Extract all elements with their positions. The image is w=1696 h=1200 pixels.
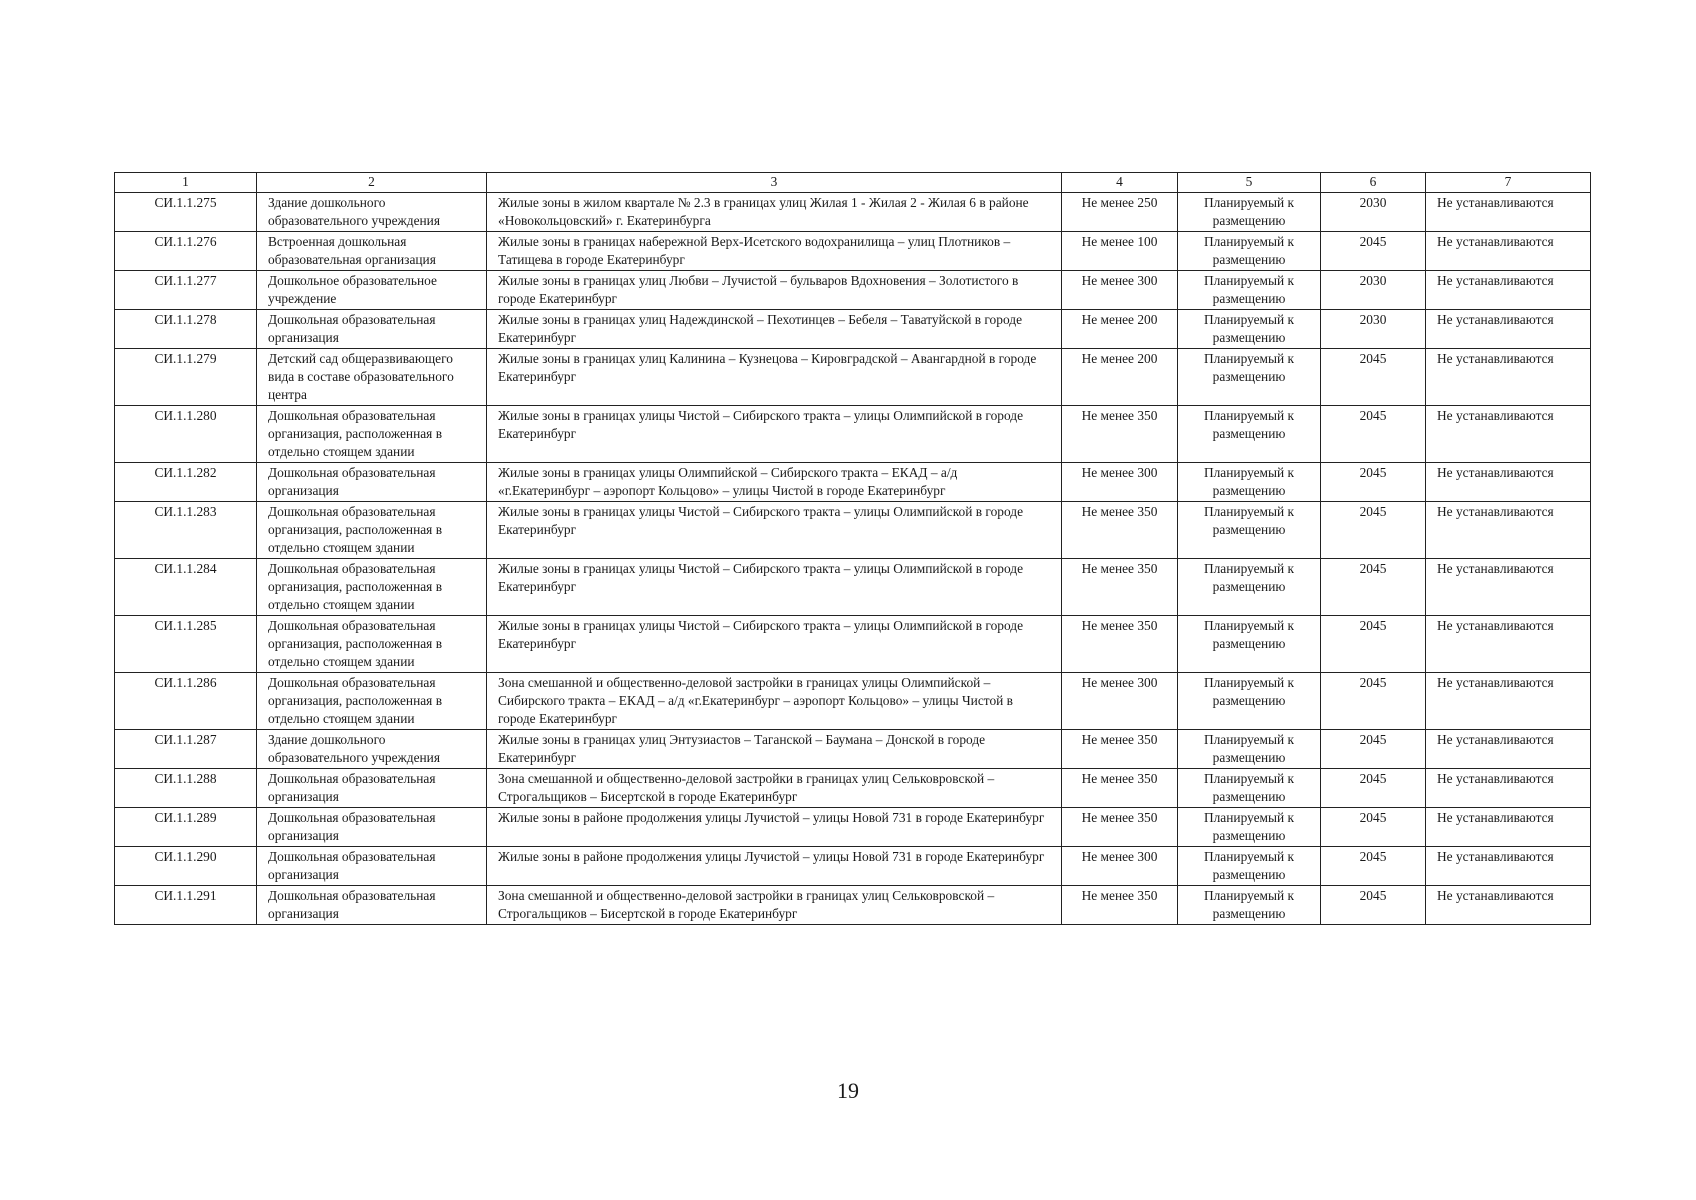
object-id-cell: СИ.1.1.277: [115, 271, 257, 310]
column-header: 5: [1178, 173, 1321, 193]
table-row: [115, 349, 1591, 406]
object-name-cell: Дошкольная образовательная организация, расположенная в отдельно стоящем здании: [257, 616, 487, 673]
zones-cell: Не устанавливаются: [1426, 673, 1591, 730]
location-cell: Жилые зоны в границах улиц Калинина – Кузнецова – Кировградской – Авангардной в городе Екатеринбург: [487, 349, 1062, 406]
table-row: [115, 193, 1591, 232]
object-name-cell: Дошкольная образовательная организация: [257, 847, 487, 886]
year-cell: 2030: [1321, 193, 1426, 232]
object-name-cell: Детский сад общеразвивающего вида в составе образовательного центра: [257, 349, 487, 406]
location-cell: Жилые зоны в районе продолжения улицы Лучистой – улицы Новой 731 в городе Екатеринбург: [487, 808, 1062, 847]
table-body: [115, 193, 1591, 925]
zones-cell: Не устанавливаются: [1426, 310, 1591, 349]
status-cell: Планируемый к размещению: [1178, 193, 1321, 232]
object-name-cell: Дошкольная образовательная организация: [257, 463, 487, 502]
table-row: [115, 673, 1591, 730]
object-name-cell: Дошкольная образовательная организация: [257, 886, 487, 925]
location-cell: Жилые зоны в границах улицы Чистой – Сибирского тракта – улицы Олимпийской в городе Екатеринбург: [487, 502, 1062, 559]
table-row: [115, 808, 1591, 847]
zones-cell: Не устанавливаются: [1426, 463, 1591, 502]
zones-cell: Не устанавливаются: [1426, 271, 1591, 310]
capacity-cell: Не менее 350: [1062, 406, 1178, 463]
object-id-cell: СИ.1.1.278: [115, 310, 257, 349]
zones-cell: Не устанавливаются: [1426, 559, 1591, 616]
column-header: 6: [1321, 173, 1426, 193]
table-row: [115, 886, 1591, 925]
column-header: 3: [487, 173, 1062, 193]
zones-cell: Не устанавливаются: [1426, 616, 1591, 673]
location-cell: Жилые зоны в границах улицы Чистой – Сибирского тракта – улицы Олимпийской в городе Екатеринбург: [487, 406, 1062, 463]
table-row: [115, 406, 1591, 463]
object-name-cell: Здание дошкольного образовательного учреждения: [257, 193, 487, 232]
object-id-cell: СИ.1.1.280: [115, 406, 257, 463]
object-id-cell: СИ.1.1.275: [115, 193, 257, 232]
object-id-cell: СИ.1.1.291: [115, 886, 257, 925]
status-cell: Планируемый к размещению: [1178, 271, 1321, 310]
zones-cell: Не устанавливаются: [1426, 730, 1591, 769]
year-cell: 2045: [1321, 808, 1426, 847]
object-name-cell: Дошкольное образовательное учреждение: [257, 271, 487, 310]
year-cell: 2045: [1321, 406, 1426, 463]
year-cell: 2045: [1321, 847, 1426, 886]
object-name-cell: Дошкольная образовательная организация, расположенная в отдельно стоящем здании: [257, 502, 487, 559]
status-cell: Планируемый к размещению: [1178, 616, 1321, 673]
object-id-cell: СИ.1.1.287: [115, 730, 257, 769]
location-cell: Жилые зоны в границах улицы Олимпийской – Сибирского тракта – ЕКАД – а/д «г.Екатеринбург – аэропорт Кольцово» – улицы Чистой в городе Екатеринбург: [487, 463, 1062, 502]
capacity-cell: Не менее 350: [1062, 502, 1178, 559]
location-cell: Жилые зоны в районе продолжения улицы Лучистой – улицы Новой 731 в городе Екатеринбург: [487, 847, 1062, 886]
location-cell: Жилые зоны в жилом квартале № 2.3 в границах улиц Жилая 1 - Жилая 2 - Жилая 6 в районе «Новокольцовский» г. Екатеринбурга: [487, 193, 1062, 232]
zones-cell: Не устанавливаются: [1426, 808, 1591, 847]
year-cell: 2045: [1321, 730, 1426, 769]
object-name-cell: Дошкольная образовательная организация, расположенная в отдельно стоящем здании: [257, 406, 487, 463]
year-cell: 2045: [1321, 886, 1426, 925]
year-cell: 2045: [1321, 232, 1426, 271]
status-cell: Планируемый к размещению: [1178, 673, 1321, 730]
column-header: 2: [257, 173, 487, 193]
object-id-cell: СИ.1.1.286: [115, 673, 257, 730]
object-name-cell: Дошкольная образовательная организация, расположенная в отдельно стоящем здании: [257, 559, 487, 616]
status-cell: Планируемый к размещению: [1178, 769, 1321, 808]
object-id-cell: СИ.1.1.290: [115, 847, 257, 886]
object-id-cell: СИ.1.1.288: [115, 769, 257, 808]
year-cell: 2045: [1321, 349, 1426, 406]
year-cell: 2030: [1321, 271, 1426, 310]
year-cell: 2045: [1321, 559, 1426, 616]
zones-cell: Не устанавливаются: [1426, 193, 1591, 232]
year-cell: 2045: [1321, 463, 1426, 502]
year-cell: 2045: [1321, 616, 1426, 673]
location-cell: Зона смешанной и общественно-деловой застройки в границах улицы Олимпийской – Сибирского тракта – ЕКАД – а/д «г.Екатеринбург – аэропорт Кольцово» – улицы Чистой в городе Екатеринбург: [487, 673, 1062, 730]
status-cell: Планируемый к размещению: [1178, 808, 1321, 847]
table-row: [115, 310, 1591, 349]
location-cell: Жилые зоны в границах улиц Надеждинской – Пехотинцев – Бебеля – Таватуйской в городе Екатеринбург: [487, 310, 1062, 349]
status-cell: Планируемый к размещению: [1178, 886, 1321, 925]
capacity-cell: Не менее 300: [1062, 463, 1178, 502]
facilities-table: [114, 172, 1591, 925]
object-name-cell: Дошкольная образовательная организация: [257, 808, 487, 847]
table-row: [115, 769, 1591, 808]
table-row: [115, 730, 1591, 769]
column-header: 4: [1062, 173, 1178, 193]
zones-cell: Не устанавливаются: [1426, 406, 1591, 463]
table-row: [115, 559, 1591, 616]
object-id-cell: СИ.1.1.285: [115, 616, 257, 673]
object-name-cell: Здание дошкольного образовательного учреждения: [257, 730, 487, 769]
zones-cell: Не устанавливаются: [1426, 232, 1591, 271]
column-header: 1: [115, 173, 257, 193]
status-cell: Планируемый к размещению: [1178, 559, 1321, 616]
capacity-cell: Не менее 300: [1062, 271, 1178, 310]
capacity-cell: Не менее 350: [1062, 616, 1178, 673]
status-cell: Планируемый к размещению: [1178, 310, 1321, 349]
capacity-cell: Не менее 350: [1062, 559, 1178, 616]
capacity-cell: Не менее 100: [1062, 232, 1178, 271]
table-row: [115, 232, 1591, 271]
location-cell: Зона смешанной и общественно-деловой застройки в границах улиц Сельковровской – Строгальщиков – Бисертской в городе Екатеринбург: [487, 769, 1062, 808]
capacity-cell: Не менее 350: [1062, 886, 1178, 925]
location-cell: Жилые зоны в границах улиц Энтузиастов – Таганской – Баумана – Донской в городе Екатеринбург: [487, 730, 1062, 769]
header-row: [115, 173, 1591, 193]
capacity-cell: Не менее 250: [1062, 193, 1178, 232]
object-id-cell: СИ.1.1.283: [115, 502, 257, 559]
table-row: [115, 502, 1591, 559]
object-name-cell: Дошкольная образовательная организация, расположенная в отдельно стоящем здании: [257, 673, 487, 730]
status-cell: Планируемый к размещению: [1178, 502, 1321, 559]
capacity-cell: Не менее 200: [1062, 310, 1178, 349]
object-id-cell: СИ.1.1.276: [115, 232, 257, 271]
year-cell: 2045: [1321, 673, 1426, 730]
capacity-cell: Не менее 350: [1062, 769, 1178, 808]
capacity-cell: Не менее 350: [1062, 730, 1178, 769]
object-id-cell: СИ.1.1.279: [115, 349, 257, 406]
column-header: 7: [1426, 173, 1591, 193]
table-row: [115, 463, 1591, 502]
capacity-cell: Не менее 300: [1062, 847, 1178, 886]
location-cell: Жилые зоны в границах набережной Верх-Исетского водохранилища – улиц Плотников – Татищева в городе Екатеринбург: [487, 232, 1062, 271]
object-id-cell: СИ.1.1.289: [115, 808, 257, 847]
status-cell: Планируемый к размещению: [1178, 349, 1321, 406]
status-cell: Планируемый к размещению: [1178, 730, 1321, 769]
zones-cell: Не устанавливаются: [1426, 847, 1591, 886]
status-cell: Планируемый к размещению: [1178, 847, 1321, 886]
capacity-cell: Не менее 200: [1062, 349, 1178, 406]
location-cell: Жилые зоны в границах улиц Любви – Лучистой – бульваров Вдохновения – Золотистого в городе Екатеринбург: [487, 271, 1062, 310]
object-name-cell: Встроенная дошкольная образовательная организация: [257, 232, 487, 271]
zones-cell: Не устанавливаются: [1426, 502, 1591, 559]
capacity-cell: Не менее 350: [1062, 808, 1178, 847]
zones-cell: Не устанавливаются: [1426, 886, 1591, 925]
object-name-cell: Дошкольная образовательная организация: [257, 310, 487, 349]
zones-cell: Не устанавливаются: [1426, 769, 1591, 808]
year-cell: 2030: [1321, 310, 1426, 349]
location-cell: Зона смешанной и общественно-деловой застройки в границах улиц Сельковровской – Строгальщиков – Бисертской в городе Екатеринбург: [487, 886, 1062, 925]
location-cell: Жилые зоны в границах улицы Чистой – Сибирского тракта – улицы Олимпийской в городе Екатеринбург: [487, 559, 1062, 616]
object-name-cell: Дошкольная образовательная организация: [257, 769, 487, 808]
status-cell: Планируемый к размещению: [1178, 406, 1321, 463]
status-cell: Планируемый к размещению: [1178, 463, 1321, 502]
zones-cell: Не устанавливаются: [1426, 349, 1591, 406]
status-cell: Планируемый к размещению: [1178, 232, 1321, 271]
table-row: [115, 847, 1591, 886]
table-row: [115, 271, 1591, 310]
location-cell: Жилые зоны в границах улицы Чистой – Сибирского тракта – улицы Олимпийской в городе Екатеринбург: [487, 616, 1062, 673]
year-cell: 2045: [1321, 502, 1426, 559]
year-cell: 2045: [1321, 769, 1426, 808]
capacity-cell: Не менее 300: [1062, 673, 1178, 730]
page-number: 19: [837, 1078, 859, 1103]
object-id-cell: СИ.1.1.282: [115, 463, 257, 502]
table-row: [115, 616, 1591, 673]
object-id-cell: СИ.1.1.284: [115, 559, 257, 616]
